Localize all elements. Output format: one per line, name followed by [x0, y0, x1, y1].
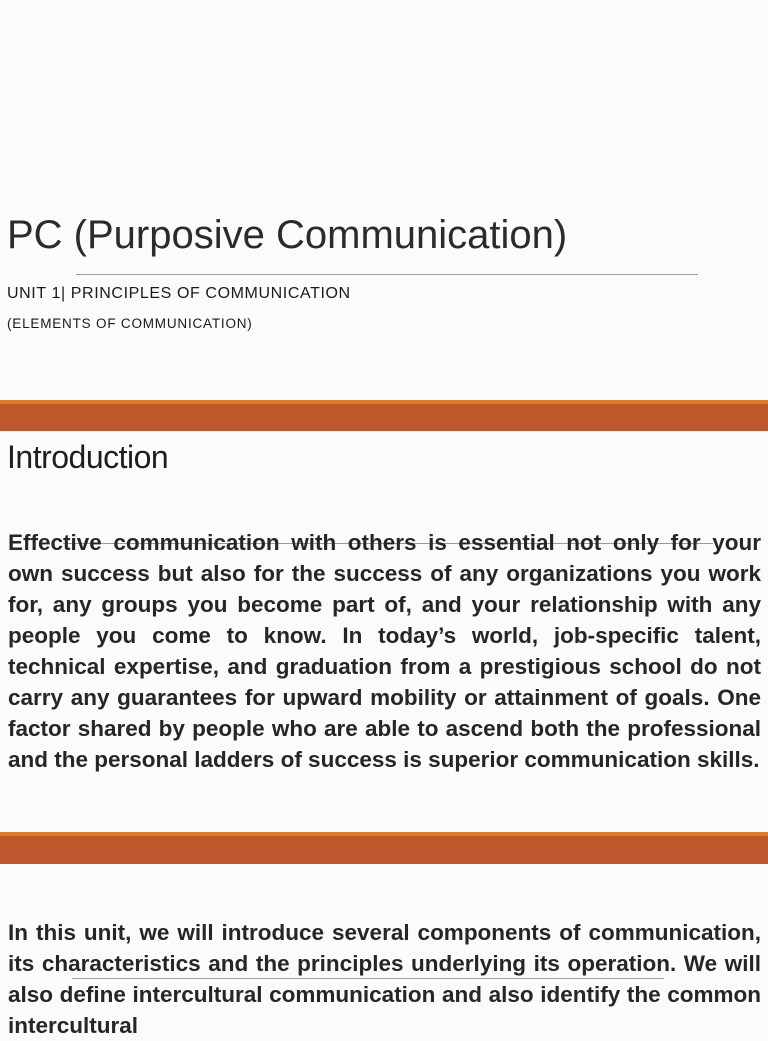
section-heading: Introduction	[7, 439, 169, 475]
title-slide	[0, 0, 768, 400]
unit-subtitle: UNIT 1| PRINCIPLES OF COMMUNICATION	[7, 285, 351, 302]
title-divider-line	[76, 274, 698, 275]
slide-divider	[0, 832, 768, 864]
slide-divider	[0, 400, 768, 431]
intro-paragraph: Effective communication with others is essential not only for your own success but also for the success of any organizations you work for, any groups you become part of, and your relationship with any people you come to know. In today’s world, job-specific talent, technical expertise, and graduation from a prestigious school do not carry any guarantees for upward mobility or attainment of goals. One factor shared by people who are able to ascend both the professional and the personal ladders of success is superior communication skills.	[8, 530, 761, 772]
unit-overview-slide	[0, 864, 768, 1038]
introduction-slide	[0, 431, 768, 832]
unit-paragraph: In this unit, we will introduce several components of communication, its characteristics and the principles underlying its operation. We will also define intercultural communication and also identify the common intercultural	[8, 920, 761, 1038]
topic-subtitle: (ELEMENTS OF COMMUNICATION)	[7, 316, 253, 331]
slide-title: PC (Purposive Communication)	[7, 213, 568, 257]
